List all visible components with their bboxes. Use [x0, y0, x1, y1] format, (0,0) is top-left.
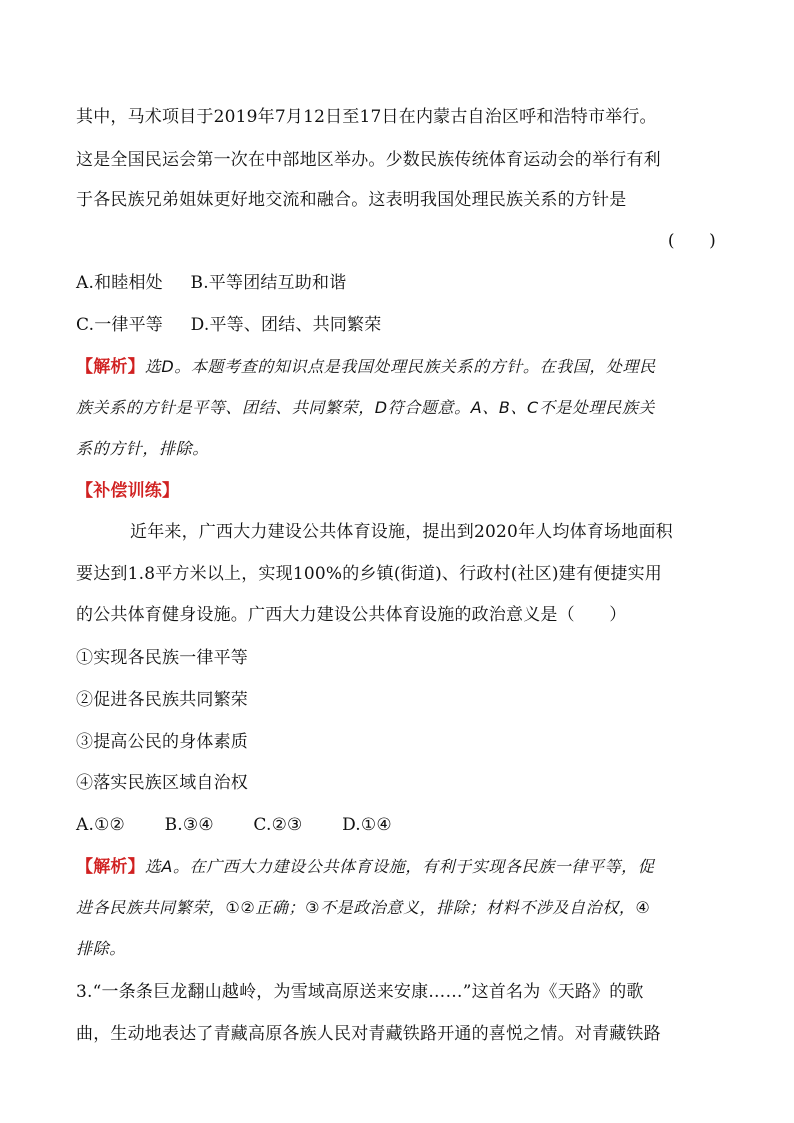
q2-line-3: 的公共体育健身设施。广西大力建设公共体育设施的政治意义是（ ）	[76, 605, 627, 625]
analysis1-line-1	[76, 356, 720, 378]
analysis-tag: 【解析】	[76, 357, 145, 377]
q3-line-2: 曲，生动地表达了青藏高原各族人民对青藏铁路开通的喜悦之情。对青藏铁路	[76, 1024, 661, 1044]
q2-option-b: B.③④	[164, 815, 214, 835]
q1-option-d: D.平等、团结、共同繁荣	[190, 315, 382, 335]
q2-option-d: D.①④	[342, 815, 392, 835]
q2-option-c: C.②③	[253, 815, 303, 835]
q2-line-1: 近年来，广西大力建设公共体育设施，提出到2020年人均体育场地面积	[130, 522, 673, 542]
analysis-tag: 【解析】	[76, 857, 145, 877]
q2-options-row	[76, 814, 720, 836]
intro-line-3: 于各民族兄弟姐妹更好地交流和融合。这表明我国处理民族关系的方针是	[76, 190, 627, 210]
analysis1-text-1: 选D。本题考查的知识点是我国处理民族关系的方针。在我国，处理民	[144, 357, 656, 376]
q2-item-1: ①实现各民族一律平等	[76, 648, 248, 668]
answer-bracket: ( )	[667, 231, 716, 251]
analysis1-line-2: 族关系的方针是平等、团结、共同繁荣，D符合题意。A、B、C不是处理民族关	[76, 398, 656, 417]
analysis2-line-2: 进各民族共同繁荣，①②正确；③不是政治意义，排除；材料不涉及自治权，④	[76, 898, 651, 917]
q1-options-row-1	[76, 272, 720, 294]
analysis2-text-1: 选A。在广西大力建设公共体育设施，有利于实现各民族一律平等，促	[144, 857, 655, 876]
intro-line-1: 其中，马术项目于2019年7月12日至17日在内蒙古自治区呼和浩特市举行。	[76, 107, 657, 127]
analysis2-line-3: 排除。	[76, 939, 126, 958]
q2-option-a: A.①②	[76, 815, 125, 835]
supplement-tag: 【补偿训练】	[76, 481, 180, 501]
intro-line-2: 这是全国民运会第一次在中部地区举办。少数民族传统体育运动会的举行有利	[76, 150, 661, 170]
q2-item-2: ②促进各民族共同繁荣	[76, 690, 248, 710]
q1-options-row-2	[76, 314, 720, 336]
q2-item-3: ③提高公民的身体素质	[76, 732, 248, 752]
q1-option-a: A.和睦相处	[76, 273, 163, 293]
q2-item-4: ④落实民族区域自治权	[76, 773, 248, 793]
supplement-heading	[76, 480, 720, 502]
q3-line-1: 3.“一条条巨龙翻山越岭，为雪域高原送来安康……”这首名为《天路》的歌	[76, 982, 644, 1002]
analysis1-line-3: 系的方针，排除。	[76, 439, 209, 458]
q2-line-2: 要达到1.8平方米以上，实现100%的乡镇(街道)、行政村(社区)建有便捷实用	[76, 564, 662, 584]
q1-option-b: B.平等团结互助和谐	[190, 273, 347, 293]
analysis2-line-1	[76, 856, 720, 878]
q1-option-c: C.一律平等	[76, 315, 164, 335]
